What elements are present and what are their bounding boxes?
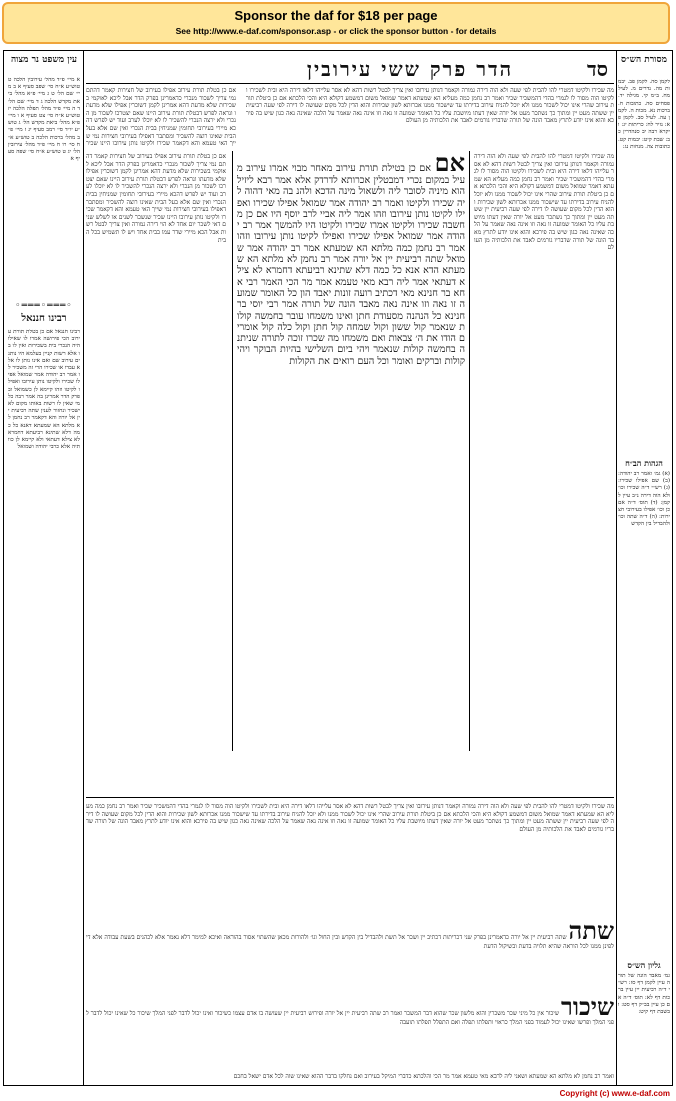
masoret-hashas-text: לקמן סה. לקמן פב. יבמות מה. נדרים מ. לעיל מח. ב״מ קי. מגילה יד. פסחים סה. כתובות ח. ברכות נא. מכות ה. לקמן עה. לעיל סב. לקמן פא: נזיר לח: כריתות יג: ויקרא רבה יב סנהדרין כב: שבת קיט: יבמות קט. כתובות צה. מנחות נג: <box>618 79 670 150</box>
tosafot-top: אם כן בטלת תורת עירוב אפילו בעירוב של חצירות קאמר דהתם נמי צריך לשכור מנכרי כדאמרינן בפרק הדר אבל ליכא לאוקמי בשכירות שלא מדעת דהא אמרינן לקמן דשוכרין אפילו שלא מדעתו ונראה לפרש דבטלת תורת עירוב היינו שאם יצטרכו לשכור מן הנכרי ולא ירצה הנכרי להשכיר לו לא יוכלו לערב ועוד יש לפרש דהכא מיירי בעירובי תחומין שמניחין בבית הנכרי ואין שם אלא בעל הבית שאינו רוצה להשכיר ומסתבר דאפילו בעירובי חצירות נמי שייך האי טעמא והא דקאמר שכירו ולקיטו נותן עירובו היינו שכיר <box>86 87 236 147</box>
hagahot-habach-text: (א) גמ׳ ואמר רב יהודה: (ב) שם אפילו שכירו: (ג) רש״י ד״ה שכירו וכו׳ ולא הוה דירה נ״ב עיין לקמן: (ד) תוס׳ ד״ה אם כן וכו׳ אפילו בעירובי חצירות: (ה) ד״ה שתה וכו׳ ולהבדיל בין הקדש <box>618 471 670 528</box>
tosafot-column: אם כן בטלת תורת עירוב אפילו בעירוב של חצירות קאמר דהתם נמי צריך לשכור מנכרי כדאמרינן בפרק הדר אבל ליכא לאוקמי בשכירות שלא מדעת דהא אמרינן לקמן דשוכרין אפילו שלא מדעתו ונראה לפרש דבטלת תורת עירוב היינו שאם יצטרכו לשכור מן הנכרי ולא ירצה הנכרי להשכיר לו לא יוכלו לערב ועוד יש לפרש דהכא מיירי בעירובי תחומין שמניחין בבית הנכרי ואין שם אלא בעל הבית שאינו רוצה להשכיר ומסתבר דאפילו בעירובי חצירות נמי שייך האי טעמא והא דקאמר שכירו ולקיטו נותן עירובו היינו שכיר שנשכר לשנים או לשלש שנים דאי לשכר יום אחד לא הוי דירה גמורה ואין צריך לבטל רשות אבל הכא מיירי שדר עמו בבית אחד ויש לו תשמיש בכל הבית <box>86 153 226 244</box>
ein-mishpat-header: עין משפט נר מצוה <box>10 55 78 65</box>
mishna-commentary-2 <box>86 995 614 1073</box>
dibbur-hamatchil-1: שתה <box>568 919 614 945</box>
rashi-column: מה שכירו ולקיטו דמטרי להו להבית לפי שעה ולא הוה דירה גמורה וקאמר דנותן עירובו ואין צריך לבטל רשות דהא לא אסר עלייהו דלאו דירה היא ובית לשכירו ולקיטו הוה מסור לו לגמרי בהדי דהמשכיר שכיר ואמר רב נחמן כמה מעליא הא שמעתא דאמר שמואל משום דמשמע דקולא היא והכי הלכתא אם כן ביטלת תורת עירוב שהרי אינו יכול לשכור ממנו ולא יוכל להניח עירוב בדירתו עד שישכור ממנו אכרותא לשון שכירות והוא הדין לכל מקום שעושה לו דירה לפי שעה רביעית יין ששתה מעט יין ומתוך כך נשתכר מעט אל יורה שאין דעתו מיושבת עליו כל האומר שמועה זו נאה וזו אינה נאה שאמר על הלכה שאינה נאה כגון שיש בה פירכא והוא אינו יודע לתרץ מאבד הונה של תורה שדבריו גורמים לאבד את הלכותיה מן העולם <box>474 153 614 252</box>
sponsor-banner-subtitle[interactable]: See http://www.e-daf.com/sponsor.asp - or click the sponsor button - for details <box>175 26 497 36</box>
gemara-opening-word: אם <box>434 151 465 177</box>
rashi-lower: מה שכירו ולקיטו דמטרי להו להבית לפי שעה ולא הוה דירה גמורה וקאמר דנותן עירובו ואין צריך לבטל רשות דהא לא אסר עלייהו דלאו דירה היא ובית לשכירו ולקיטו הוה מסור לו לגמרי בהדי דהמשכיר שכיר ואמר רב נחמן כמה מעליא הא שמעתא דאמר שמואל משום דמשמע דקולא היא והכי הלכתא אם כן ביטלת תורת עירוב שהרי אינו יכול לשכור ממנו ולא יוכל להניח עירוב בדירתו עד שישכור ממנו אכרותא לשון שכירות והוא הדין לכל מקום שעושה לו דירה לפי שעה רביעית יין ששתה מעט יין ומתוך כך נשתכר מעט אל יורה שאין דעתו מיושבת עליו כל האומר שמועה זו נאה וזו אינה נאה שאמר על הלכה שאינה נאה כגון שיש בה פירכא והוא אינו יודע לתרץ מאבד הונה של תורה שדבריו גורמים לאבד את הלכותיה מן העולם <box>86 803 614 833</box>
mishna-commentary-2-text: שיכור אין כל מיני שכר משכרין והוא מלשון שכר שהוא דבר המשכר ואמר רב שתה רביעית יין אל יורה ופירוש רביעית יין שעושה בו אדם עצמו כשיכור ואינו יכול לדבר לפני המלך שיכור כל שאינו יכול לדבר לפני המלך ופרשו שאינו יכול לעמוד בפני המלך כראוי ותפלתו תפלה ואם התפלל תפלתו תועבה <box>86 1010 614 1026</box>
right-margin-column <box>618 55 670 1081</box>
left-margin-column <box>8 55 80 1081</box>
column-rule-left <box>83 51 84 1085</box>
sponsor-banner-title[interactable]: Sponsor the daf for $18 per page <box>234 8 438 23</box>
footer-line: ואמר רב נחמן לא מלתא הא שמעתא ושאני ליה לרבא מאי טעמא אמר מר הכי והלכתא כדברי המיקל בעירוב ואם נחלקו בדבר ההוא שאינו שוה לכל אדם ישאל בחכם <box>233 1073 614 1080</box>
talmud-page <box>3 50 673 1086</box>
mishna-commentary-1 <box>86 919 614 991</box>
masoret-hashas-header: מסורת הש״ס <box>621 55 667 65</box>
gemara-block <box>232 151 470 751</box>
ein-mishpat-text: א מיי׳ פ״ד מהל׳ עירובין הלכה ט טוש״ע א״ח סי׳ שפב סעיף א ב מיי׳ שם הל׳ ט ג מיי׳ פ״א מהל׳ ביאת מקדש הלכה ג ד מיי׳ שם הל׳ ד ה מיי׳ פ״ד מהל׳ תפלה הלכה יז טוש״ע א״ח סי׳ צט סעיף א ו מיי׳ פ״א מהל׳ ביאת מקדש הל׳ ג טוש״ע יו״ד סי׳ רמב סעיף יג ז מיי׳ פ״ב מהל׳ ברכות הלכה ב טוש״ע א״ח סי׳ רו ח מיי׳ פ״ד מהל׳ עירובין הל׳ יג ט טוש״ע א״ח סי׳ שפה סעיף א <box>8 77 80 163</box>
rashi-top: מה שכירו ולקיטו דמטרי להו להבית לפי שעה ולא הוה דירה גמורה וקאמר דנותן עירובו ואין צריך לבטל רשות דהא לא אסר עלייהו דלאו דירה היא ובית לשכירו ולקיטו הוה מסור לו לגמרי בהדי דהמשכיר שכיר ואמר רב נחמן כמה מעליא הא שמעתא דאמר שמואל משום דמשמע דקולא היא והכי הלכתא אם כן ביטלת תורת עירוב שהרי אינו יכול לשכור ממנו ולא יוכל להניח עירוב בדירתו עד שישכור ממנו אכרותא לשון שכירות והוא הדין לכל מקום שעושה לו דירה לפי שעה רביעית יין ששתה מעט יין ומתוך כך נשתכר מעט אל יורה שאין דעתו מיושבת עליו כל האומר שמועה זו נאה וזו אינה נאה שאמר על הלכה שאינה נאה כגון שיש בה פירכא והוא אינו יודע לתרץ מאבד הונה של תורה שדבריו גורמים לאבד את הלכותיה מן העולם <box>246 87 614 125</box>
page-heading <box>86 55 614 84</box>
gemara-text: אם כן בטילת תורת עירוב מאחר מבוי אמרו עירוב מעיל במקום נכרי דמבטלין אכרותא לדרדק אלא אמר רבא ליזיל הוא מיניה לסובר ליה ולשאול מינה הדכא ולהנ בה מאי דהוה ליה שכירו ולקיטו ואמר רב יהודה אמר שמואל אפילו שכירו ואפילו לקיטו נותן עירובו וזהו אמר ליה אביי לרב יוסף היו אם כן מחשבה שכירו ולקיטו אמרו שכירו ולקיטו היו להמשך אמר רב יהודה אמר שמואל אפילו שכירו ואפילו לקיטו נותן עירובו וזהו אמר רב נחמן כמה מלתא הא שמעתא אמר רב יהודה אמר שמואל שתה רביעית יין אל יורה אמר רב נחמן לא מלתא הא שמעתא הדא אנא כל כמה דלא שתינא רביעתא דחמרא לא צילא דעתאי אמר ליה רבא מאי טעמא אמר מר הכי האמר רבי אחא בר חנינא מאי דכתיב רועה זונות יאבד הון כל האומר שמועה זו נאה וזו אינה נאה מאבד הונה של תורה אמר רבי יוסי בר חנינא כל הנהנה מסעודת חתן ואינו משמחו עובר בחמשה קולות שנאמר קול ששון וקול שמחה קול חתן וקול כלה קול אומרים הודו את ה׳ צבאות ואם משמחו מה שכרו זוכה לתורה שניתנה בחמשה קולות שנאמר ויהי ביום השלישי בהיות הבוקר ויהי קולות וברקים ואומר וכל העם רואים את הקולות <box>237 163 465 367</box>
page-title: הדר פרק ששי עירובין <box>306 57 514 81</box>
copyright-link[interactable]: Copyright (c) www.e-daf.com <box>559 1089 670 1098</box>
gilyon-hashas-text: גמ׳ מאבד הונה של תורה עיין לקמן דף סז: רש״י ד״ה רביעית יין עיין ברכות דף לא: תוס׳ ד״ה אם כן עיין בב״ק דף סט: ובשבת דף קיט: <box>618 973 670 1016</box>
rabbenu-chananel-header: רבינו חננאל <box>21 313 67 324</box>
gilyon-hashas-header: גליון הש״ס <box>627 960 661 970</box>
hagahot-habach-header: הגהות הב״ח <box>625 458 663 468</box>
mishna-commentary-1-text: שתה רביעית יין אל יורה כדאמרינן בפרק שני דכריתות דכתיב יין ושכר אל תשת ולהבדיל בין הקדש ובין החול וגו׳ ולהורות מכאן שהשתוי אסור בהוראה ואיכא למימר דלא נאמר אלא לכהנים בשעת עבודה אלא דילפינן ממנו לכל הוראה שהיא תלויה בדעת ובשיקול הדעת <box>86 934 614 950</box>
dibbur-hamatchil-2: שיכור <box>561 995 614 1021</box>
rabbenu-chananel-text: רבינו חננאל אם כן בטלת תורת עירוב הכי פירושה אמרו לו שאילו היה הנכרי בית בשכירות ואין לו בו אלא רשות קניין בעלמא היו נותנים עירוב שם ואם אינו נותן לו אלא עבדו או שכירו הרי זה משכיר לו אמר רב יהודה אמר שמואל אפילו שכירו ולקיטו נותן עירובו ואפילו לקיטו וזהו קיימא לן כשמואל ובפרק הדר אמרינן בה אמר רבה כל מי שאין לו רשות באותו מקום לא ישכיר ונחזור לענין שתה רביעית יין אל יורה והא דקאמר רב נחמן לא מלתא הא שמעתא דאנא כל כמה דלא שתינא רביעתא דחמרא לא צילא דעתאי ולא קיימא לן כוותיה אלא כרבי יהודה ושמואל <box>8 329 80 451</box>
main-text-column <box>86 55 614 1081</box>
ornament-divider: ◦═══◦═══◦ <box>15 301 73 311</box>
folio-number: סד <box>587 57 608 81</box>
column-rule-right <box>616 51 617 1085</box>
section-divider <box>86 797 614 798</box>
sponsor-banner[interactable] <box>2 2 670 44</box>
